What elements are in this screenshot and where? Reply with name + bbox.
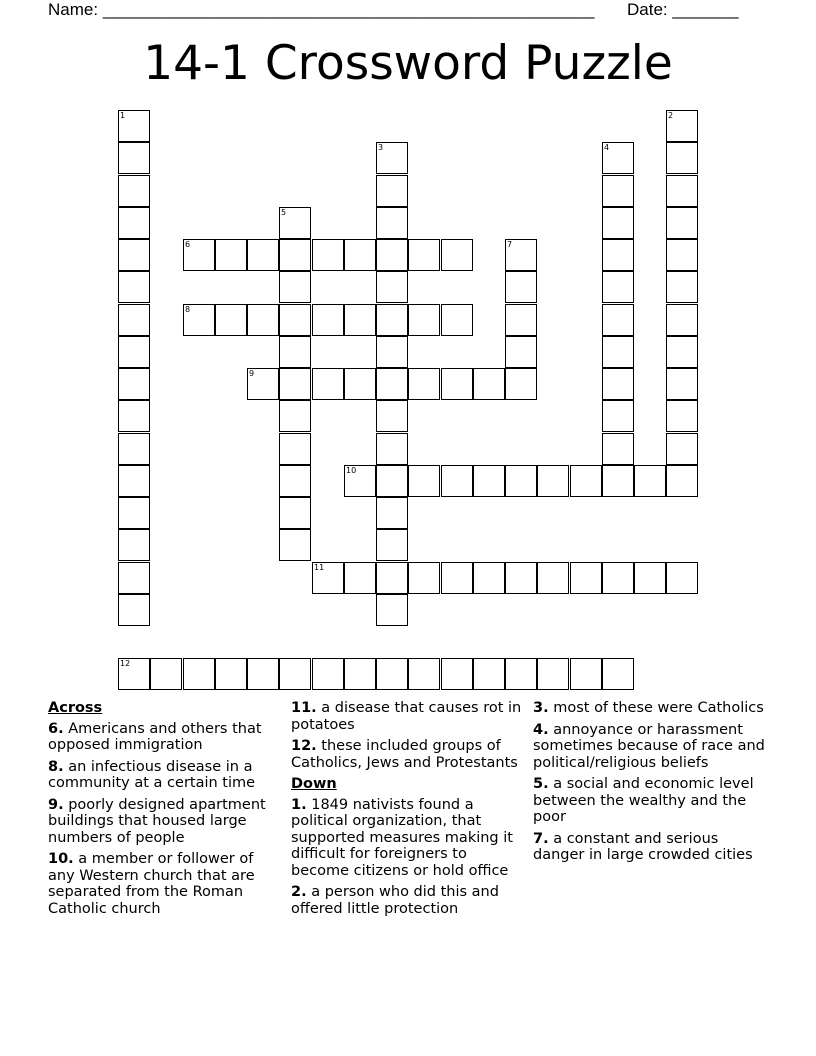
grid-cell[interactable]	[666, 207, 698, 239]
clue-number: 7	[507, 240, 513, 249]
grid-cell[interactable]	[118, 110, 150, 142]
grid-cell[interactable]	[376, 594, 408, 626]
grid-cell[interactable]	[505, 562, 537, 594]
grid-cell[interactable]	[602, 465, 634, 497]
grid-cell[interactable]	[344, 465, 376, 497]
grid-cell[interactable]	[570, 465, 602, 497]
grid-cell[interactable]	[602, 142, 634, 174]
grid-cell[interactable]	[602, 207, 634, 239]
grid-cell[interactable]	[118, 594, 150, 626]
grid-cell[interactable]	[376, 465, 408, 497]
grid-cell[interactable]	[279, 465, 311, 497]
clue-number: 2	[668, 111, 674, 120]
grid-cell[interactable]	[279, 271, 311, 303]
grid-cell[interactable]	[441, 658, 473, 690]
grid-cell[interactable]	[505, 465, 537, 497]
grid-cell[interactable]	[118, 239, 150, 271]
clue-number: 10	[346, 466, 357, 475]
grid-cell[interactable]	[344, 304, 376, 336]
grid-cell[interactable]	[150, 658, 182, 690]
clue-down-1: 1. 1849 nativists found a political organization, that supported measures making it difficult for foreigners to become citizens or hold office	[291, 796, 513, 879]
grid-cell[interactable]	[118, 368, 150, 400]
grid-cell[interactable]	[408, 368, 440, 400]
clues-column-3	[533, 700, 773, 869]
grid-cell[interactable]	[376, 239, 408, 271]
clue-down-3: 3. most of these were Catholics	[533, 700, 764, 716]
grid-cell[interactable]	[570, 562, 602, 594]
grid-cell[interactable]	[602, 400, 634, 432]
grid-cell[interactable]	[666, 336, 698, 368]
grid-cell[interactable]	[279, 497, 311, 529]
grid-cell[interactable]	[408, 239, 440, 271]
grid-cell[interactable]	[215, 239, 247, 271]
grid-cell[interactable]	[183, 304, 215, 336]
grid-cell[interactable]	[312, 304, 344, 336]
date-blank[interactable]: _______	[672, 0, 739, 19]
across-heading: Across	[48, 700, 103, 716]
grid-cell[interactable]	[118, 658, 150, 690]
grid-cell[interactable]	[183, 239, 215, 271]
grid-cell[interactable]	[215, 658, 247, 690]
grid-cell[interactable]	[279, 239, 311, 271]
grid-cell[interactable]	[312, 658, 344, 690]
grid-cell[interactable]	[247, 368, 279, 400]
grid-cell[interactable]	[666, 400, 698, 432]
grid-cell[interactable]	[376, 433, 408, 465]
clue-number: 5	[281, 208, 287, 217]
clue-number: 11	[314, 563, 325, 572]
page-title: 14-1 Crossword Puzzle	[143, 36, 673, 91]
grid-cell[interactable]	[247, 304, 279, 336]
grid-cell[interactable]	[537, 562, 569, 594]
grid-cell[interactable]	[408, 465, 440, 497]
grid-cell[interactable]	[279, 529, 311, 561]
clue-number: 4	[604, 143, 610, 152]
grid-cell[interactable]	[376, 400, 408, 432]
date-label: Date:	[627, 0, 668, 19]
grid-cell[interactable]	[537, 465, 569, 497]
grid-cell[interactable]	[247, 658, 279, 690]
grid-cell[interactable]	[376, 142, 408, 174]
grid-cell[interactable]	[279, 304, 311, 336]
clue-down-4: 4. annoyance or harassment sometimes because of race and political/religious beliefs	[533, 721, 765, 771]
grid-cell[interactable]	[376, 529, 408, 561]
grid-cell[interactable]	[312, 562, 344, 594]
clue-number: 3	[378, 143, 384, 152]
grid-cell[interactable]	[279, 400, 311, 432]
clue-across-6: 6. Americans and others that opposed immigration	[48, 720, 262, 753]
grid-cell[interactable]	[666, 271, 698, 303]
grid-cell[interactable]	[376, 207, 408, 239]
grid-cell[interactable]	[473, 465, 505, 497]
grid-cell[interactable]	[505, 658, 537, 690]
grid-cell[interactable]	[118, 207, 150, 239]
grid-cell[interactable]	[312, 368, 344, 400]
grid-cell[interactable]	[602, 368, 634, 400]
grid-cell[interactable]	[247, 239, 279, 271]
clue-number: 1	[120, 111, 126, 120]
clue-number: 6	[185, 240, 191, 249]
clue-down-5: 5. a social and economic level between the wealthy and the poor	[533, 776, 754, 825]
grid-cell[interactable]	[602, 562, 634, 594]
grid-cell[interactable]	[279, 336, 311, 368]
clue-down-7: 7. a constant and serious danger in large crowded cities	[533, 830, 753, 863]
grid-cell[interactable]	[279, 368, 311, 400]
down-heading: Down	[291, 776, 337, 792]
clue-across-11: 11. a disease that causes rot in potatoes	[291, 700, 522, 733]
grid-cell[interactable]	[344, 368, 376, 400]
grid-cell[interactable]	[376, 336, 408, 368]
name-label: Name:	[48, 0, 99, 19]
clue-number: 9	[249, 369, 255, 378]
grid-cell[interactable]	[505, 304, 537, 336]
grid-cell[interactable]	[118, 336, 150, 368]
grid-cell[interactable]	[118, 175, 150, 207]
grid-cell[interactable]	[666, 175, 698, 207]
clue-across-9: 9. poorly designed apartment buildings that housed large numbers of people	[48, 796, 266, 846]
name-blank[interactable]: ____________________________________________________	[102, 0, 595, 19]
grid-cell[interactable]	[505, 271, 537, 303]
clue-number: 8	[185, 305, 191, 314]
grid-cell[interactable]	[505, 336, 537, 368]
grid-cell[interactable]	[118, 497, 150, 529]
grid-cell[interactable]	[505, 368, 537, 400]
grid-cell[interactable]	[118, 271, 150, 303]
grid-cell[interactable]	[118, 562, 150, 594]
grid-cell[interactable]	[602, 175, 634, 207]
grid-cell[interactable]	[118, 433, 150, 465]
grid-cell[interactable]	[183, 658, 215, 690]
grid-cell[interactable]	[537, 658, 569, 690]
grid-cell[interactable]	[376, 175, 408, 207]
grid-cell[interactable]	[376, 562, 408, 594]
grid-cell[interactable]	[570, 658, 602, 690]
grid-cell[interactable]	[376, 271, 408, 303]
grid-cell[interactable]	[634, 465, 666, 497]
grid-cell[interactable]	[312, 239, 344, 271]
grid-cell[interactable]	[602, 658, 634, 690]
grid-cell[interactable]	[441, 239, 473, 271]
grid-cell[interactable]	[602, 336, 634, 368]
grid-cell[interactable]	[279, 433, 311, 465]
grid-cell[interactable]	[666, 142, 698, 174]
grid-cell[interactable]	[602, 304, 634, 336]
clues-column-1	[48, 700, 280, 922]
grid-cell[interactable]	[376, 658, 408, 690]
grid-cell[interactable]	[118, 304, 150, 336]
grid-cell[interactable]	[118, 465, 150, 497]
grid-cell[interactable]	[408, 562, 440, 594]
grid-cell[interactable]	[376, 304, 408, 336]
grid-cell[interactable]	[666, 433, 698, 465]
grid-cell[interactable]	[408, 658, 440, 690]
grid-cell[interactable]	[118, 142, 150, 174]
grid-cell[interactable]	[505, 239, 537, 271]
grid-cell[interactable]	[666, 465, 698, 497]
grid-cell[interactable]	[441, 562, 473, 594]
clue-number: 12	[120, 659, 131, 668]
clue-across-8: 8. an infectious disease in a community at a certain time	[48, 758, 256, 791]
grid-cell[interactable]	[441, 368, 473, 400]
grid-cell[interactable]	[279, 207, 311, 239]
grid-cell[interactable]	[473, 368, 505, 400]
grid-cell[interactable]	[666, 562, 698, 594]
grid-cell[interactable]	[666, 110, 698, 142]
grid-cell[interactable]	[441, 304, 473, 336]
clues-column-2	[291, 700, 525, 922]
grid-cell[interactable]	[118, 400, 150, 432]
grid-cell[interactable]	[118, 529, 150, 561]
clue-down-2: 2. a person who did this and offered little protection	[291, 884, 499, 917]
grid-cell[interactable]	[473, 562, 505, 594]
grid-cell[interactable]	[666, 239, 698, 271]
grid-cell[interactable]	[376, 368, 408, 400]
grid-cell[interactable]	[279, 658, 311, 690]
grid-cell[interactable]	[344, 562, 376, 594]
grid-cell[interactable]	[215, 304, 247, 336]
grid-cell[interactable]	[441, 465, 473, 497]
clue-across-12: 12. these included groups of Catholics, Jews and Protestants	[291, 738, 518, 771]
grid-cell[interactable]	[473, 658, 505, 690]
grid-cell[interactable]	[602, 433, 634, 465]
grid-cell[interactable]	[666, 304, 698, 336]
grid-cell[interactable]	[344, 658, 376, 690]
grid-cell[interactable]	[634, 562, 666, 594]
grid-cell[interactable]	[602, 271, 634, 303]
grid-cell[interactable]	[344, 239, 376, 271]
grid-cell[interactable]	[408, 304, 440, 336]
grid-cell[interactable]	[602, 239, 634, 271]
grid-cell[interactable]	[666, 368, 698, 400]
grid-cell[interactable]	[376, 497, 408, 529]
clue-across-10: 10. a member or follower of any Western church that are separated from the Roman Catholic church	[48, 851, 255, 917]
